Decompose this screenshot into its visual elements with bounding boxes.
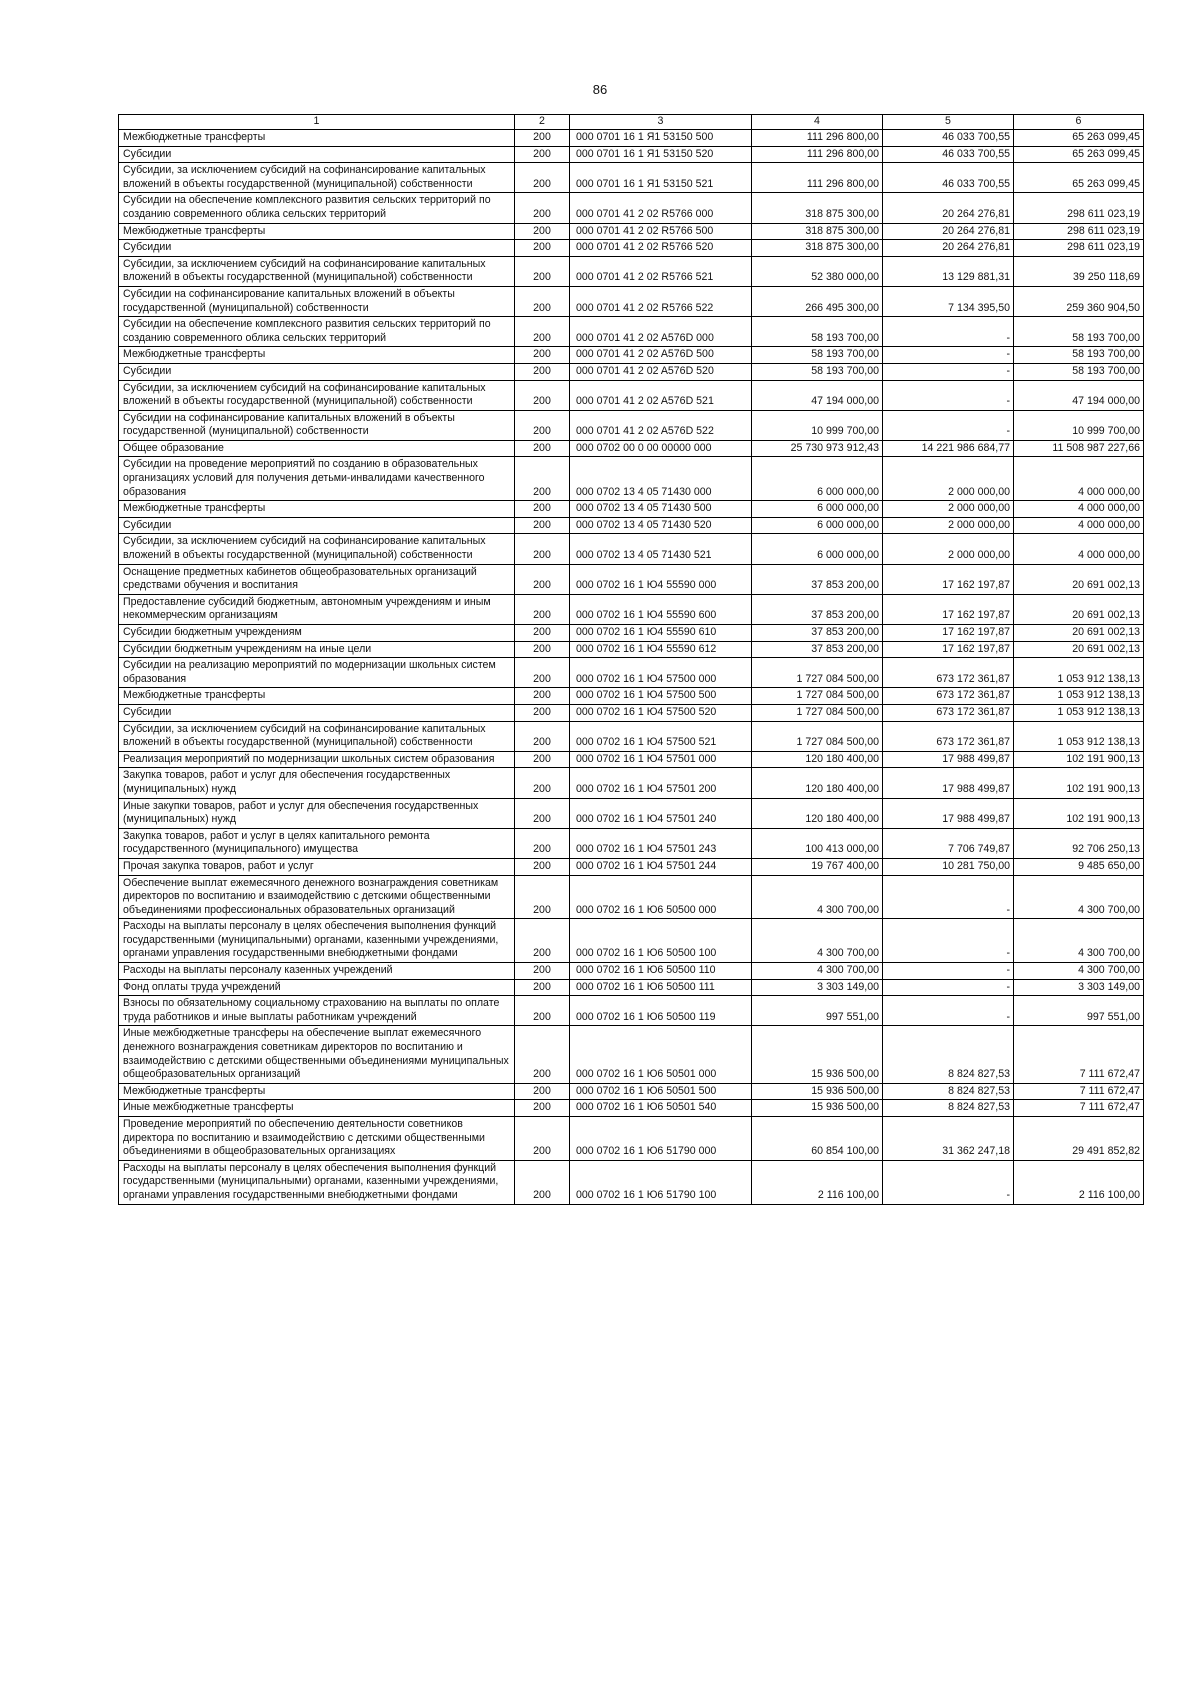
table-row [119,380,1144,410]
admin-code: 200 [515,721,570,751]
admin-code: 200 [515,658,570,688]
executed-amount: 2 000 000,00 [883,534,1014,564]
row-name: Прочая закупка товаров, работ и услуг [119,858,515,875]
unexecuted-amount: 65 263 099,45 [1014,130,1144,147]
table-row [119,828,1144,858]
executed-amount: - [883,317,1014,347]
executed-amount: 8 824 827,53 [883,1083,1014,1100]
row-name: Оснащение предметных кабинетов общеобразовательных организаций средствами обучения и воспитания [119,564,515,594]
approved-amount: 6 000 000,00 [752,517,883,534]
executed-amount: 673 172 361,87 [883,688,1014,705]
approved-amount: 111 296 800,00 [752,163,883,193]
admin-code: 200 [515,798,570,828]
column-header: 1 [119,115,515,130]
admin-code: 200 [515,625,570,642]
executed-amount: 2 000 000,00 [883,517,1014,534]
row-name: Обеспечение выплат ежемесячного денежного вознаграждения советникам директоров по воспитанию и взаимодействию с детскими общественными объединениями профессиональных образовательных организаций [119,875,515,919]
admin-code: 200 [515,347,570,364]
budget-code: 000 0702 16 1 Ю4 57501 244 [570,858,752,875]
approved-amount: 266 495 300,00 [752,286,883,316]
approved-amount: 1 727 084 500,00 [752,704,883,721]
admin-code: 200 [515,380,570,410]
budget-code: 000 0701 41 2 02 R5766 522 [570,286,752,316]
executed-amount: 673 172 361,87 [883,704,1014,721]
table-row [119,641,1144,658]
row-name: Субсидии [119,363,515,380]
budget-code: 000 0701 16 1 Я1 53150 521 [570,163,752,193]
executed-amount: - [883,963,1014,980]
executed-amount: - [883,347,1014,364]
unexecuted-amount: 20 691 002,13 [1014,625,1144,642]
budget-code: 000 0702 16 1 Ю4 57501 243 [570,828,752,858]
row-name: Закупка товаров, работ и услуг для обеспечения государственных (муниципальных) нужд [119,768,515,798]
admin-code: 200 [515,223,570,240]
row-name: Иные межбюджетные трансферы на обеспечение выплат ежемесячного денежного вознаграждения советникам директоров по воспитанию и взаимодействию с детскими общественными объединениями муниципальных общеобразовательных организаций [119,1026,515,1083]
row-name: Иные межбюджетные трансферты [119,1100,515,1117]
executed-amount: 17 988 499,87 [883,768,1014,798]
executed-amount: 673 172 361,87 [883,721,1014,751]
approved-amount: 25 730 973 912,43 [752,440,883,457]
approved-amount: 37 853 200,00 [752,594,883,624]
table-row [119,594,1144,624]
admin-code: 200 [515,768,570,798]
admin-code: 200 [515,858,570,875]
table-row [119,798,1144,828]
budget-code: 000 0702 16 1 Ю4 55590 610 [570,625,752,642]
approved-amount: 111 296 800,00 [752,146,883,163]
row-name: Иные закупки товаров, работ и услуг для обеспечения государственных (муниципальных) нужд [119,798,515,828]
table-row [119,410,1144,440]
budget-code: 000 0702 16 1 Ю4 57501 200 [570,768,752,798]
unexecuted-amount: 4 000 000,00 [1014,501,1144,518]
unexecuted-amount: 65 263 099,45 [1014,163,1144,193]
unexecuted-amount: 997 551,00 [1014,996,1144,1026]
executed-amount: 2 000 000,00 [883,457,1014,501]
unexecuted-amount: 20 691 002,13 [1014,594,1144,624]
column-header: 4 [752,115,883,130]
row-name: Субсидии [119,517,515,534]
page-number: 86 [592,82,608,97]
budget-code: 000 0701 16 1 Я1 53150 520 [570,146,752,163]
row-name: Субсидии, за исключением субсидий на софинансирование капитальных вложений в объекты государственной (муниципальной) собственности [119,256,515,286]
admin-code: 200 [515,875,570,919]
executed-amount: 2 000 000,00 [883,501,1014,518]
table-row [119,146,1144,163]
row-name: Субсидии на обеспечение комплексного развития сельских территорий по созданию современного облика сельских территорий [119,193,515,223]
executed-amount: - [883,1160,1014,1204]
approved-amount: 1 727 084 500,00 [752,721,883,751]
executed-amount: 46 033 700,55 [883,130,1014,147]
approved-amount: 318 875 300,00 [752,193,883,223]
admin-code: 200 [515,193,570,223]
unexecuted-amount: 20 691 002,13 [1014,641,1144,658]
approved-amount: 4 300 700,00 [752,875,883,919]
executed-amount: 20 264 276,81 [883,223,1014,240]
admin-code: 200 [515,564,570,594]
budget-code: 000 0702 13 4 05 71430 500 [570,501,752,518]
table-row [119,457,1144,501]
admin-code: 200 [515,130,570,147]
budget-code: 000 0702 16 1 Ю6 50501 500 [570,1083,752,1100]
executed-amount: - [883,875,1014,919]
unexecuted-amount: 29 491 852,82 [1014,1117,1144,1161]
approved-amount: 120 180 400,00 [752,768,883,798]
table-row [119,688,1144,705]
budget-code: 000 0702 16 1 Ю4 55590 612 [570,641,752,658]
row-name: Субсидии на софинансирование капитальных вложений в объекты государственной (муниципальной) собственности [119,410,515,440]
budget-code: 000 0701 41 2 02 R5766 000 [570,193,752,223]
unexecuted-amount: 1 053 912 138,13 [1014,704,1144,721]
row-name: Предоставление субсидий бюджетным, автономным учреждениям и иным некоммерческим организациям [119,594,515,624]
column-header: 5 [883,115,1014,130]
budget-table [118,114,1144,1205]
budget-code: 000 0702 16 1 Ю6 51790 000 [570,1117,752,1161]
budget-code: 000 0702 16 1 Ю4 55590 600 [570,594,752,624]
row-name: Субсидии [119,146,515,163]
executed-amount: 17 162 197,87 [883,594,1014,624]
admin-code: 200 [515,501,570,518]
unexecuted-amount: 92 706 250,13 [1014,828,1144,858]
budget-code: 000 0701 41 2 02 R5766 521 [570,256,752,286]
row-name: Межбюджетные трансферты [119,130,515,147]
table-row [119,317,1144,347]
executed-amount: - [883,410,1014,440]
executed-amount: 17 988 499,87 [883,751,1014,768]
unexecuted-amount: 4 000 000,00 [1014,534,1144,564]
executed-amount: 8 824 827,53 [883,1100,1014,1117]
unexecuted-amount: 20 691 002,13 [1014,564,1144,594]
admin-code: 200 [515,440,570,457]
table-row [119,979,1144,996]
approved-amount: 318 875 300,00 [752,223,883,240]
row-name: Расходы на выплаты персоналу в целях обеспечения выполнения функций государственными (муниципальными) органами, казенными учреждениями, органами управления государственными внебюджетными фондами [119,1160,515,1204]
executed-amount: 20 264 276,81 [883,193,1014,223]
budget-code: 000 0702 16 1 Ю4 57500 000 [570,658,752,688]
unexecuted-amount: 298 611 023,19 [1014,193,1144,223]
approved-amount: 1 727 084 500,00 [752,688,883,705]
table-row [119,875,1144,919]
budget-code: 000 0702 16 1 Ю6 50500 119 [570,996,752,1026]
unexecuted-amount: 7 111 672,47 [1014,1083,1144,1100]
unexecuted-amount: 259 360 904,50 [1014,286,1144,316]
approved-amount: 3 303 149,00 [752,979,883,996]
budget-code: 000 0702 00 0 00 00000 000 [570,440,752,457]
unexecuted-amount: 102 191 900,13 [1014,768,1144,798]
executed-amount: 14 221 986 684,77 [883,440,1014,457]
budget-code: 000 0701 41 2 02 A576D 520 [570,363,752,380]
approved-amount: 37 853 200,00 [752,625,883,642]
executed-amount: 8 824 827,53 [883,1026,1014,1083]
executed-amount: - [883,996,1014,1026]
approved-amount: 10 999 700,00 [752,410,883,440]
admin-code: 200 [515,919,570,963]
unexecuted-amount: 4 000 000,00 [1014,457,1144,501]
admin-code: 200 [515,594,570,624]
unexecuted-amount: 11 508 987 227,66 [1014,440,1144,457]
executed-amount: 10 281 750,00 [883,858,1014,875]
admin-code: 200 [515,363,570,380]
table-row [119,1117,1144,1161]
unexecuted-amount: 7 111 672,47 [1014,1026,1144,1083]
row-name: Субсидии, за исключением субсидий на софинансирование капитальных вложений в объекты государственной (муниципальной) собственности [119,721,515,751]
unexecuted-amount: 58 193 700,00 [1014,363,1144,380]
table-row [119,256,1144,286]
unexecuted-amount: 58 193 700,00 [1014,317,1144,347]
admin-code: 200 [515,517,570,534]
table-row [119,363,1144,380]
row-name: Субсидии на обеспечение комплексного развития сельских территорий по созданию современного облика сельских территорий [119,317,515,347]
budget-code: 000 0702 16 1 Ю6 51790 100 [570,1160,752,1204]
executed-amount: 17 162 197,87 [883,641,1014,658]
executed-amount: 17 162 197,87 [883,625,1014,642]
budget-code: 000 0702 16 1 Ю4 57500 500 [570,688,752,705]
unexecuted-amount: 58 193 700,00 [1014,347,1144,364]
executed-amount: 7 134 395,50 [883,286,1014,316]
row-name: Межбюджетные трансферты [119,501,515,518]
table-row [119,996,1144,1026]
approved-amount: 4 300 700,00 [752,963,883,980]
table-row [119,963,1144,980]
budget-code: 000 0701 16 1 Я1 53150 500 [570,130,752,147]
admin-code: 200 [515,240,570,257]
table-row [119,501,1144,518]
approved-amount: 6 000 000,00 [752,457,883,501]
approved-amount: 15 936 500,00 [752,1026,883,1083]
row-name: Фонд оплаты труда учреждений [119,979,515,996]
approved-amount: 120 180 400,00 [752,798,883,828]
table-row [119,858,1144,875]
table-body [119,130,1144,1205]
table-row [119,240,1144,257]
budget-code: 000 0702 16 1 Ю4 57500 521 [570,721,752,751]
admin-code: 200 [515,1100,570,1117]
unexecuted-amount: 298 611 023,19 [1014,223,1144,240]
approved-amount: 111 296 800,00 [752,130,883,147]
budget-code: 000 0702 16 1 Ю4 55590 000 [570,564,752,594]
row-name: Субсидии бюджетным учреждениям на иные цели [119,641,515,658]
unexecuted-amount: 10 999 700,00 [1014,410,1144,440]
unexecuted-amount: 65 263 099,45 [1014,146,1144,163]
budget-code: 000 0702 13 4 05 71430 000 [570,457,752,501]
budget-code: 000 0702 16 1 Ю6 50500 100 [570,919,752,963]
budget-code: 000 0702 16 1 Ю4 57500 520 [570,704,752,721]
table-row [119,919,1144,963]
admin-code: 200 [515,286,570,316]
approved-amount: 58 193 700,00 [752,317,883,347]
admin-code: 200 [515,641,570,658]
table-row [119,1100,1144,1117]
table-row [119,1160,1144,1204]
row-name: Субсидии на софинансирование капитальных вложений в объекты государственной (муниципальной) собственности [119,286,515,316]
approved-amount: 4 300 700,00 [752,919,883,963]
executed-amount: 7 706 749,87 [883,828,1014,858]
executed-amount: 46 033 700,55 [883,146,1014,163]
unexecuted-amount: 4 300 700,00 [1014,919,1144,963]
unexecuted-amount: 1 053 912 138,13 [1014,688,1144,705]
admin-code: 200 [515,410,570,440]
row-name: Проведение мероприятий по обеспечению деятельности советников директора по воспитанию и взаимодействию с детскими общественными объединениями в общеобразовательных организациях [119,1117,515,1161]
executed-amount: - [883,979,1014,996]
table-row [119,286,1144,316]
unexecuted-amount: 9 485 650,00 [1014,858,1144,875]
table-row [119,440,1144,457]
executed-amount: 46 033 700,55 [883,163,1014,193]
table-row [119,751,1144,768]
row-name: Общее образование [119,440,515,457]
admin-code: 200 [515,534,570,564]
budget-code: 000 0701 41 2 02 R5766 520 [570,240,752,257]
row-name: Субсидии на реализацию мероприятий по модернизации школьных систем образования [119,658,515,688]
table-row [119,223,1144,240]
row-name: Субсидии бюджетным учреждениям [119,625,515,642]
admin-code: 200 [515,1117,570,1161]
budget-code: 000 0702 16 1 Ю6 50500 111 [570,979,752,996]
budget-code: 000 0702 16 1 Ю4 57501 000 [570,751,752,768]
unexecuted-amount: 102 191 900,13 [1014,751,1144,768]
row-name: Межбюджетные трансферты [119,347,515,364]
executed-amount: 13 129 881,31 [883,256,1014,286]
unexecuted-amount: 4 300 700,00 [1014,963,1144,980]
admin-code: 200 [515,828,570,858]
approved-amount: 120 180 400,00 [752,751,883,768]
approved-amount: 60 854 100,00 [752,1117,883,1161]
row-name: Расходы на выплаты персоналу казенных учреждений [119,963,515,980]
unexecuted-amount: 298 611 023,19 [1014,240,1144,257]
approved-amount: 37 853 200,00 [752,564,883,594]
row-name: Субсидии, за исключением субсидий на софинансирование капитальных вложений в объекты государственной (муниципальной) собственности [119,534,515,564]
admin-code: 200 [515,751,570,768]
table-row [119,625,1144,642]
column-header: 3 [570,115,752,130]
approved-amount: 37 853 200,00 [752,641,883,658]
budget-code: 000 0701 41 2 02 A576D 500 [570,347,752,364]
admin-code: 200 [515,704,570,721]
admin-code: 200 [515,688,570,705]
row-name: Реализация мероприятий по модернизации школьных систем образования [119,751,515,768]
unexecuted-amount: 7 111 672,47 [1014,1100,1144,1117]
approved-amount: 318 875 300,00 [752,240,883,257]
row-name: Субсидии [119,240,515,257]
approved-amount: 997 551,00 [752,996,883,1026]
unexecuted-amount: 4 300 700,00 [1014,875,1144,919]
unexecuted-amount: 1 053 912 138,13 [1014,658,1144,688]
budget-code: 000 0701 41 2 02 A576D 000 [570,317,752,347]
row-name: Закупка товаров, работ и услуг в целях капитального ремонта государственного (муниципального) имущества [119,828,515,858]
approved-amount: 52 380 000,00 [752,256,883,286]
executed-amount: 31 362 247,18 [883,1117,1014,1161]
unexecuted-amount: 39 250 118,69 [1014,256,1144,286]
admin-code: 200 [515,146,570,163]
budget-code: 000 0702 16 1 Ю6 50501 540 [570,1100,752,1117]
table-row [119,704,1144,721]
approved-amount: 15 936 500,00 [752,1083,883,1100]
row-name: Субсидии на проведение мероприятий по созданию в образовательных организациях условий для получения детьми-инвалидами качественного образования [119,457,515,501]
admin-code: 200 [515,163,570,193]
approved-amount: 58 193 700,00 [752,363,883,380]
unexecuted-amount: 2 116 100,00 [1014,1160,1144,1204]
approved-amount: 58 193 700,00 [752,347,883,364]
table-row [119,193,1144,223]
row-name: Межбюджетные трансферты [119,688,515,705]
admin-code: 200 [515,457,570,501]
budget-code: 000 0701 41 2 02 R5766 500 [570,223,752,240]
budget-code: 000 0701 41 2 02 A576D 522 [570,410,752,440]
table-row [119,163,1144,193]
table-row [119,721,1144,751]
unexecuted-amount: 47 194 000,00 [1014,380,1144,410]
approved-amount: 15 936 500,00 [752,1100,883,1117]
unexecuted-amount: 4 000 000,00 [1014,517,1144,534]
admin-code: 200 [515,317,570,347]
approved-amount: 6 000 000,00 [752,501,883,518]
approved-amount: 19 767 400,00 [752,858,883,875]
approved-amount: 1 727 084 500,00 [752,658,883,688]
table-header-row [119,115,1144,130]
table-row [119,1026,1144,1083]
budget-code: 000 0702 13 4 05 71430 520 [570,517,752,534]
row-name: Взносы по обязательному социальному страхованию на выплаты по оплате труда работников и иные выплаты работникам учреждений [119,996,515,1026]
column-header: 6 [1014,115,1144,130]
unexecuted-amount: 102 191 900,13 [1014,798,1144,828]
admin-code: 200 [515,1083,570,1100]
executed-amount: 17 988 499,87 [883,798,1014,828]
approved-amount: 100 413 000,00 [752,828,883,858]
budget-code: 000 0702 13 4 05 71430 521 [570,534,752,564]
executed-amount: 673 172 361,87 [883,658,1014,688]
approved-amount: 47 194 000,00 [752,380,883,410]
approved-amount: 2 116 100,00 [752,1160,883,1204]
row-name: Расходы на выплаты персоналу в целях обеспечения выполнения функций государственными (муниципальными) органами, казенными учреждениями, органами управления государственными внебюджетными фондами [119,919,515,963]
table-row [119,517,1144,534]
table-row [119,564,1144,594]
row-name: Субсидии [119,704,515,721]
executed-amount: - [883,363,1014,380]
admin-code: 200 [515,979,570,996]
row-name: Межбюджетные трансферты [119,1083,515,1100]
executed-amount: 20 264 276,81 [883,240,1014,257]
budget-code: 000 0702 16 1 Ю6 50500 000 [570,875,752,919]
admin-code: 200 [515,256,570,286]
admin-code: 200 [515,963,570,980]
budget-code: 000 0702 16 1 Ю6 50500 110 [570,963,752,980]
row-name: Субсидии, за исключением субсидий на софинансирование капитальных вложений в объекты государственной (муниципальной) собственности [119,163,515,193]
table-row [119,768,1144,798]
executed-amount: - [883,380,1014,410]
table-row [119,534,1144,564]
admin-code: 200 [515,1026,570,1083]
table-row [119,347,1144,364]
executed-amount: - [883,919,1014,963]
table-row [119,130,1144,147]
unexecuted-amount: 3 303 149,00 [1014,979,1144,996]
unexecuted-amount: 1 053 912 138,13 [1014,721,1144,751]
admin-code: 200 [515,1160,570,1204]
row-name: Межбюджетные трансферты [119,223,515,240]
approved-amount: 6 000 000,00 [752,534,883,564]
budget-code: 000 0701 41 2 02 A576D 521 [570,380,752,410]
admin-code: 200 [515,996,570,1026]
executed-amount: 17 162 197,87 [883,564,1014,594]
budget-code: 000 0702 16 1 Ю4 57501 240 [570,798,752,828]
column-header: 2 [515,115,570,130]
table-row [119,1083,1144,1100]
row-name: Субсидии, за исключением субсидий на софинансирование капитальных вложений в объекты государственной (муниципальной) собственности [119,380,515,410]
table-row [119,658,1144,688]
budget-code: 000 0702 16 1 Ю6 50501 000 [570,1026,752,1083]
